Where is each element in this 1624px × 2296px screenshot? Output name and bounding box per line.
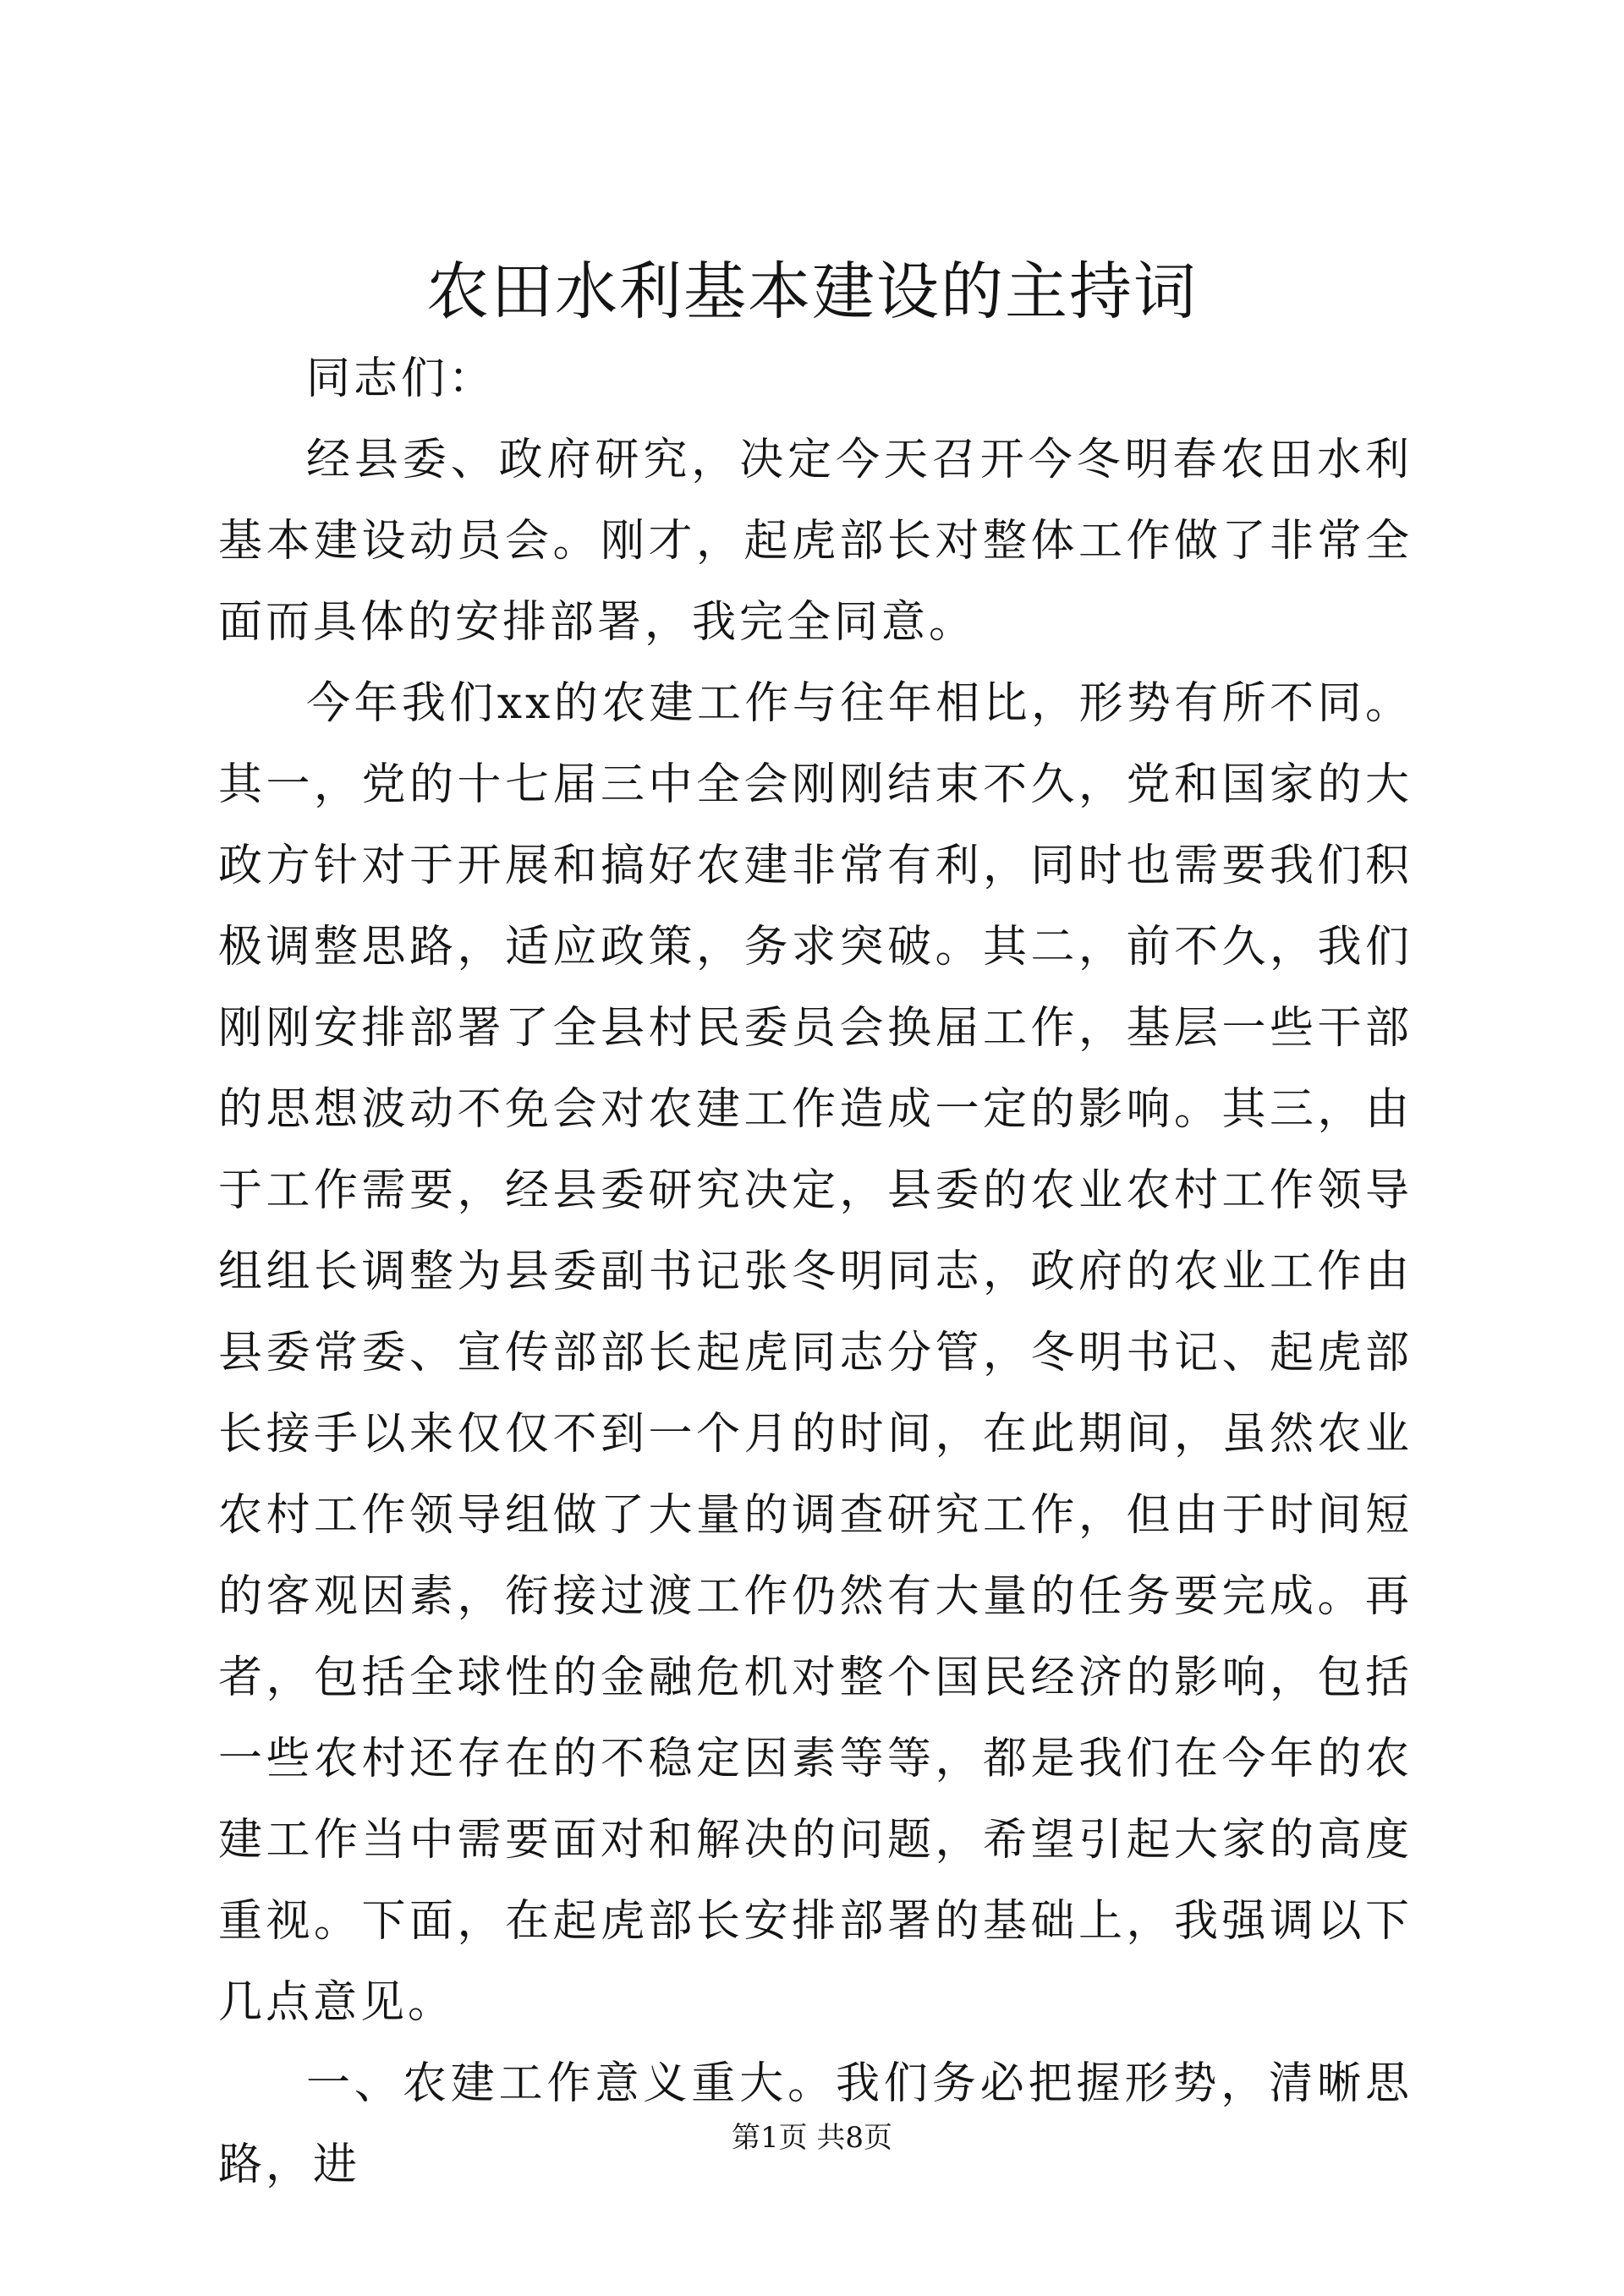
document-body [218,338,1413,2206]
body-paragraph: 经县委、政府研究，决定今天召开今冬明春农田水利基本建设动员会。刚才，起虎部长对整体工作做了非常全面而具体的安排部署，我完全同意。 [218,435,1413,648]
body-paragraph: 今年我们xx的农建工作与往年相比，形势有所不同。其一，党的十七届三中全会刚刚结束不久，党和国家的大政方针对于开展和搞好农建非常有利，同时也需要我们积极调整思路，适应政策，务求突破。其二，前不久，我们刚刚安排部署了全县村民委员会换届工作，基层一些干部的思想波动不免会对农建工作造成一定的影响。其三，由于工作需要，经县委研究决定，县委的农业农村工作领导组组长调整为县委副书记张冬明同志，政府的农业工作由县委常委、宣传部部长起虎同志分管，冬明书记、起虎部长接手以来仅仅不到一个月的时间，在此期间，虽然农业农村工作领导组做了大量的调查研究工作，但由于时间短的客观因素，衔接过渡工作仍然有大量的任务要完成。再者，包括全球性的金融危机对整个国民经济的影响，包括一些农村还存在的不稳定因素等等，都是我们在今年的农建工作当中需要面对和解决的问题，希望引起大家的高度重视。下面，在起虎部长安排部署的基础上，我强调以下几点意见。 [218,678,1413,2028]
page-number-footer: 第1页 共8页 [731,2121,893,2155]
body-paragraph: 一、农建工作意义重大。我们务必把握形势，清晰思路，进 [218,2058,1413,2190]
salutation-paragraph: 同志们： [306,353,497,404]
document-title: 农田水利基本建设的主持词 [426,255,1198,328]
